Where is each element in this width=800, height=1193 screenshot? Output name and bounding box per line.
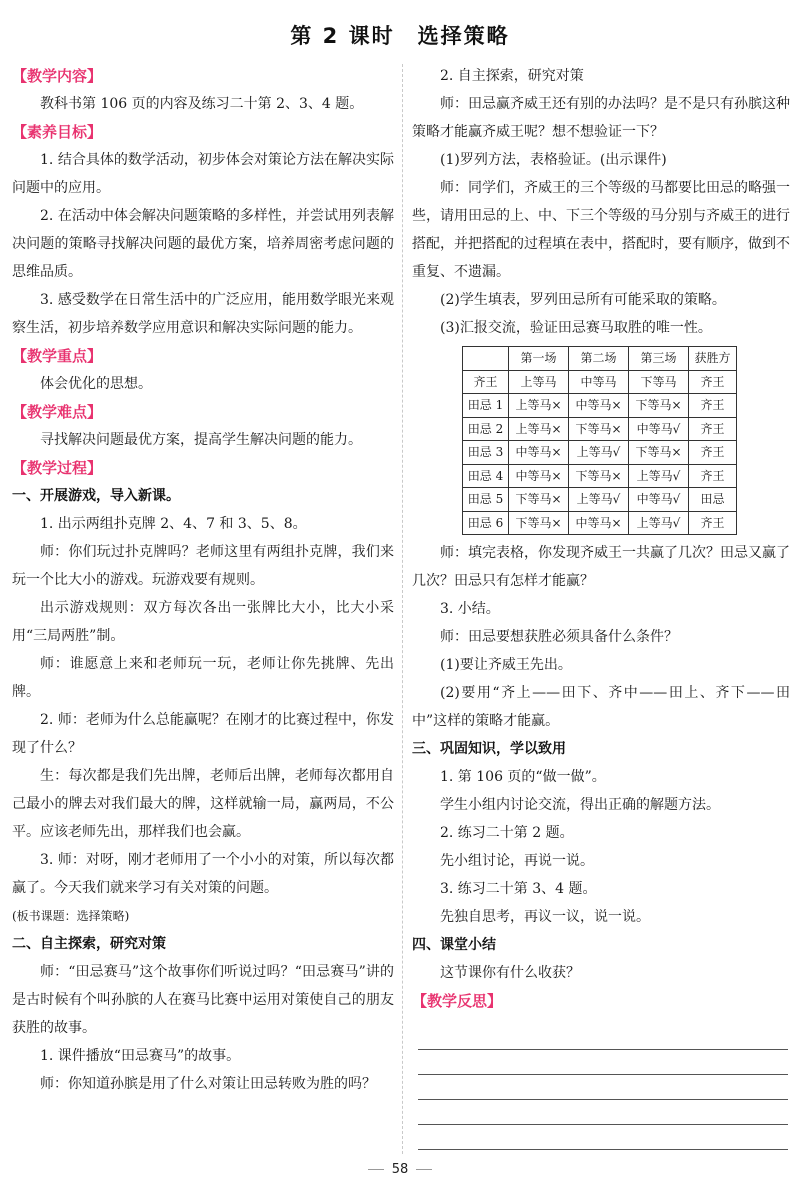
table-cell: 田忌 5: [463, 488, 509, 512]
page-number-dash: [416, 1169, 432, 1170]
table-row: [463, 464, 737, 488]
table-cell: 田忌 3: [463, 441, 509, 465]
page-title: 第 2 课时 选择策略: [290, 24, 510, 48]
table-cell: 第二场: [569, 347, 629, 371]
paragraph: 1. 出示两组扑克牌 2、4、7 和 3、5、8。: [40, 516, 307, 532]
table-cell: [463, 347, 509, 371]
paragraph: 师：填完表格，你发现齐威王一共赢了几次？田忌又赢了几次？田忌只有怎样才能赢？: [412, 545, 790, 589]
section-heading-2: 二、自主探索，研究对策: [12, 936, 166, 952]
paragraph: 3. 师：对呀，刚才老师用了一个小小的对策，所以每次都赢了。今天我们就来学习有关对策的问题。: [12, 852, 394, 896]
table-cell: 下等马×: [509, 511, 569, 535]
table-cell: 齐王: [689, 417, 737, 441]
table-cell: 下等马×: [509, 488, 569, 512]
paragraph: 3. 练习二十第 3、4 题。: [440, 881, 597, 897]
section-heading-3: 三、巩固知识，学以致用: [412, 741, 566, 757]
horse-race-table: [462, 346, 737, 535]
paragraph: 生：每次都是我们先出牌，老师后出牌，老师每次都用自己最小的牌去对我们最大的牌，这样就输一局，赢两局，不公平。应该老师先出，那样我们也会赢。: [12, 768, 394, 840]
reflection-lines: [412, 1025, 790, 1150]
paragraph: 师：“田忌赛马”这个故事你们听说过吗？“田忌赛马”讲的是古时候有个叫孙膑的人在赛马比赛中运用对策使自己的朋友获胜的故事。: [12, 964, 394, 1036]
table-cell: 中等马√: [629, 417, 689, 441]
table-cell: 中等马×: [509, 441, 569, 465]
table-cell: 田忌 1: [463, 394, 509, 418]
section-tag-content: 【教学内容】: [12, 67, 103, 85]
paragraph: (1)罗列方法，表格验证。(出示课件): [440, 152, 667, 168]
paragraph: (2)要用“齐上——田下、齐中——田上、齐下——田中”这样的策略才能赢。: [412, 685, 790, 729]
paragraph: 师：同学们，齐威王的三个等级的马都要比田忌的略强一些，请用田忌的上、中、下三个等级的马分别与齐威王的进行搭配，并把搭配的过程填在表中，搭配时，要有顺序，做到不重复、不遗漏。: [412, 180, 790, 280]
table-cell: 齐王: [689, 511, 737, 535]
table-cell: 齐王: [463, 370, 509, 394]
table-cell: 上等马×: [509, 417, 569, 441]
paragraph: (3)汇报交流，验证田忌赛马取胜的唯一性。: [440, 320, 712, 336]
table-row: [463, 370, 737, 394]
paragraph: 2. 自主探索，研究对策: [440, 68, 584, 84]
table-cell: 下等马×: [629, 394, 689, 418]
paragraph: 1. 课件播放“田忌赛马”的故事。: [40, 1048, 241, 1064]
goal-1: 1. 结合具体的数学活动，初步体会对策论方法在解决实际问题中的应用。: [12, 152, 394, 196]
difficulty-text: 寻找解决问题最优方案，提高学生解决问题的能力。: [40, 432, 362, 448]
goal-2: 2. 在活动中体会解决问题策略的多样性，并尝试用列表解决问题的策略寻找解决问题的最优方案，培养周密考虑问题的思维品质。: [12, 208, 394, 280]
column-divider: [402, 64, 403, 1154]
section-heading-4: 四、课堂小结: [412, 937, 496, 953]
paragraph: 先小组讨论，再说一说。: [440, 853, 594, 869]
table-cell: 下等马×: [629, 441, 689, 465]
table-row: [463, 417, 737, 441]
writing-line: [418, 1075, 788, 1100]
writing-line: [418, 1050, 788, 1075]
paragraph: 学生小组内讨论交流，得出正确的解题方法。: [440, 797, 720, 813]
table-cell: 齐王: [689, 394, 737, 418]
table-cell: 上等马√: [629, 511, 689, 535]
table-cell: 齐王: [689, 441, 737, 465]
paragraph: 师：田忌赢齐威王还有别的办法吗？是不是只有孙膑这种策略才能赢齐威王呢？想不想验证一下？: [412, 96, 790, 140]
paragraph: (2)学生填表，罗列田忌所有可能采取的策略。: [440, 292, 726, 308]
writing-line: [418, 1125, 788, 1150]
writing-line: [418, 1100, 788, 1125]
table-cell: 下等马×: [569, 464, 629, 488]
table-cell: 下等马×: [569, 417, 629, 441]
paragraph: 师：田忌要想获胜必须具备什么条件？: [440, 629, 678, 645]
section-tag-key: 【教学重点】: [12, 347, 103, 365]
table-cell: 田忌 6: [463, 511, 509, 535]
table-cell: 中等马×: [569, 511, 629, 535]
paragraph: 出示游戏规则：双方每次各出一张牌比大小，比大小采用“三局两胜”制。: [12, 600, 394, 644]
table-row: [463, 511, 737, 535]
left-column: [12, 62, 394, 1098]
section-tag-goals: 【素养目标】: [12, 123, 103, 141]
table-header-row: [463, 347, 737, 371]
section-tag-difficulty: 【教学难点】: [12, 403, 103, 421]
right-column: [412, 62, 790, 1150]
paragraph: 师：你们玩过扑克牌吗？老师这里有两组扑克牌，我们来玩一个比大小的游戏。玩游戏要有规则。: [12, 544, 394, 588]
paragraph: 师：谁愿意上来和老师玩一玩，老师让你先挑牌、先出牌。: [12, 656, 394, 700]
page-number: [0, 1162, 800, 1177]
paragraph: 2. 师：老师为什么总能赢呢？在刚才的比赛过程中，你发现了什么？: [12, 712, 394, 756]
table-cell: 上等马×: [509, 394, 569, 418]
table-cell: 上等马√: [629, 464, 689, 488]
table-cell: 下等马: [629, 370, 689, 394]
table-cell: 中等马×: [509, 464, 569, 488]
paragraph: 先独自思考，再议一议，说一说。: [440, 909, 650, 925]
content-text: 教科书第 106 页的内容及练习二十第 2、3、4 题。: [40, 96, 364, 112]
table-cell: 上等马: [509, 370, 569, 394]
table-cell: 上等马√: [569, 488, 629, 512]
table-cell: 齐王: [689, 370, 737, 394]
table-cell: 齐王: [689, 464, 737, 488]
paragraph: (1)要让齐威王先出。: [440, 657, 572, 673]
table-cell: 获胜方: [689, 347, 737, 371]
writing-line: [418, 1025, 788, 1050]
board-note: (板书课题：选择策略): [12, 909, 130, 923]
section-tag-process: 【教学过程】: [12, 459, 103, 477]
table-cell: 中等马√: [629, 488, 689, 512]
section-heading-1: 一、开展游戏，导入新课。: [12, 488, 180, 504]
paragraph: 3. 小结。: [440, 601, 500, 617]
table-cell: 上等马√: [569, 441, 629, 465]
table-row: [463, 441, 737, 465]
page-number-text: 58: [391, 1162, 409, 1177]
table-cell: 田忌: [689, 488, 737, 512]
table-cell: 第一场: [509, 347, 569, 371]
section-tag-reflection: 【教学反思】: [412, 992, 503, 1010]
table-cell: 田忌 2: [463, 417, 509, 441]
table-row: [463, 488, 737, 512]
goal-3: 3. 感受数学在日常生活中的广泛应用，能用数学眼光来观察生活，初步培养数学应用意识和解决实际问题的能力。: [12, 292, 394, 336]
page-number-dash: [368, 1169, 384, 1170]
table-cell: 中等马: [569, 370, 629, 394]
paragraph: 2. 练习二十第 2 题。: [440, 825, 574, 841]
table-cell: 中等马×: [569, 394, 629, 418]
paragraph: 1. 第 106 页的“做一做”。: [440, 769, 606, 785]
paragraph: 师：你知道孙膑是用了什么对策让田忌转败为胜的吗？: [40, 1076, 376, 1092]
table-cell: 第三场: [629, 347, 689, 371]
table-cell: 田忌 4: [463, 464, 509, 488]
key-text: 体会优化的思想。: [40, 376, 152, 392]
table-row: [463, 394, 737, 418]
paragraph: 这节课你有什么收获？: [440, 965, 580, 981]
